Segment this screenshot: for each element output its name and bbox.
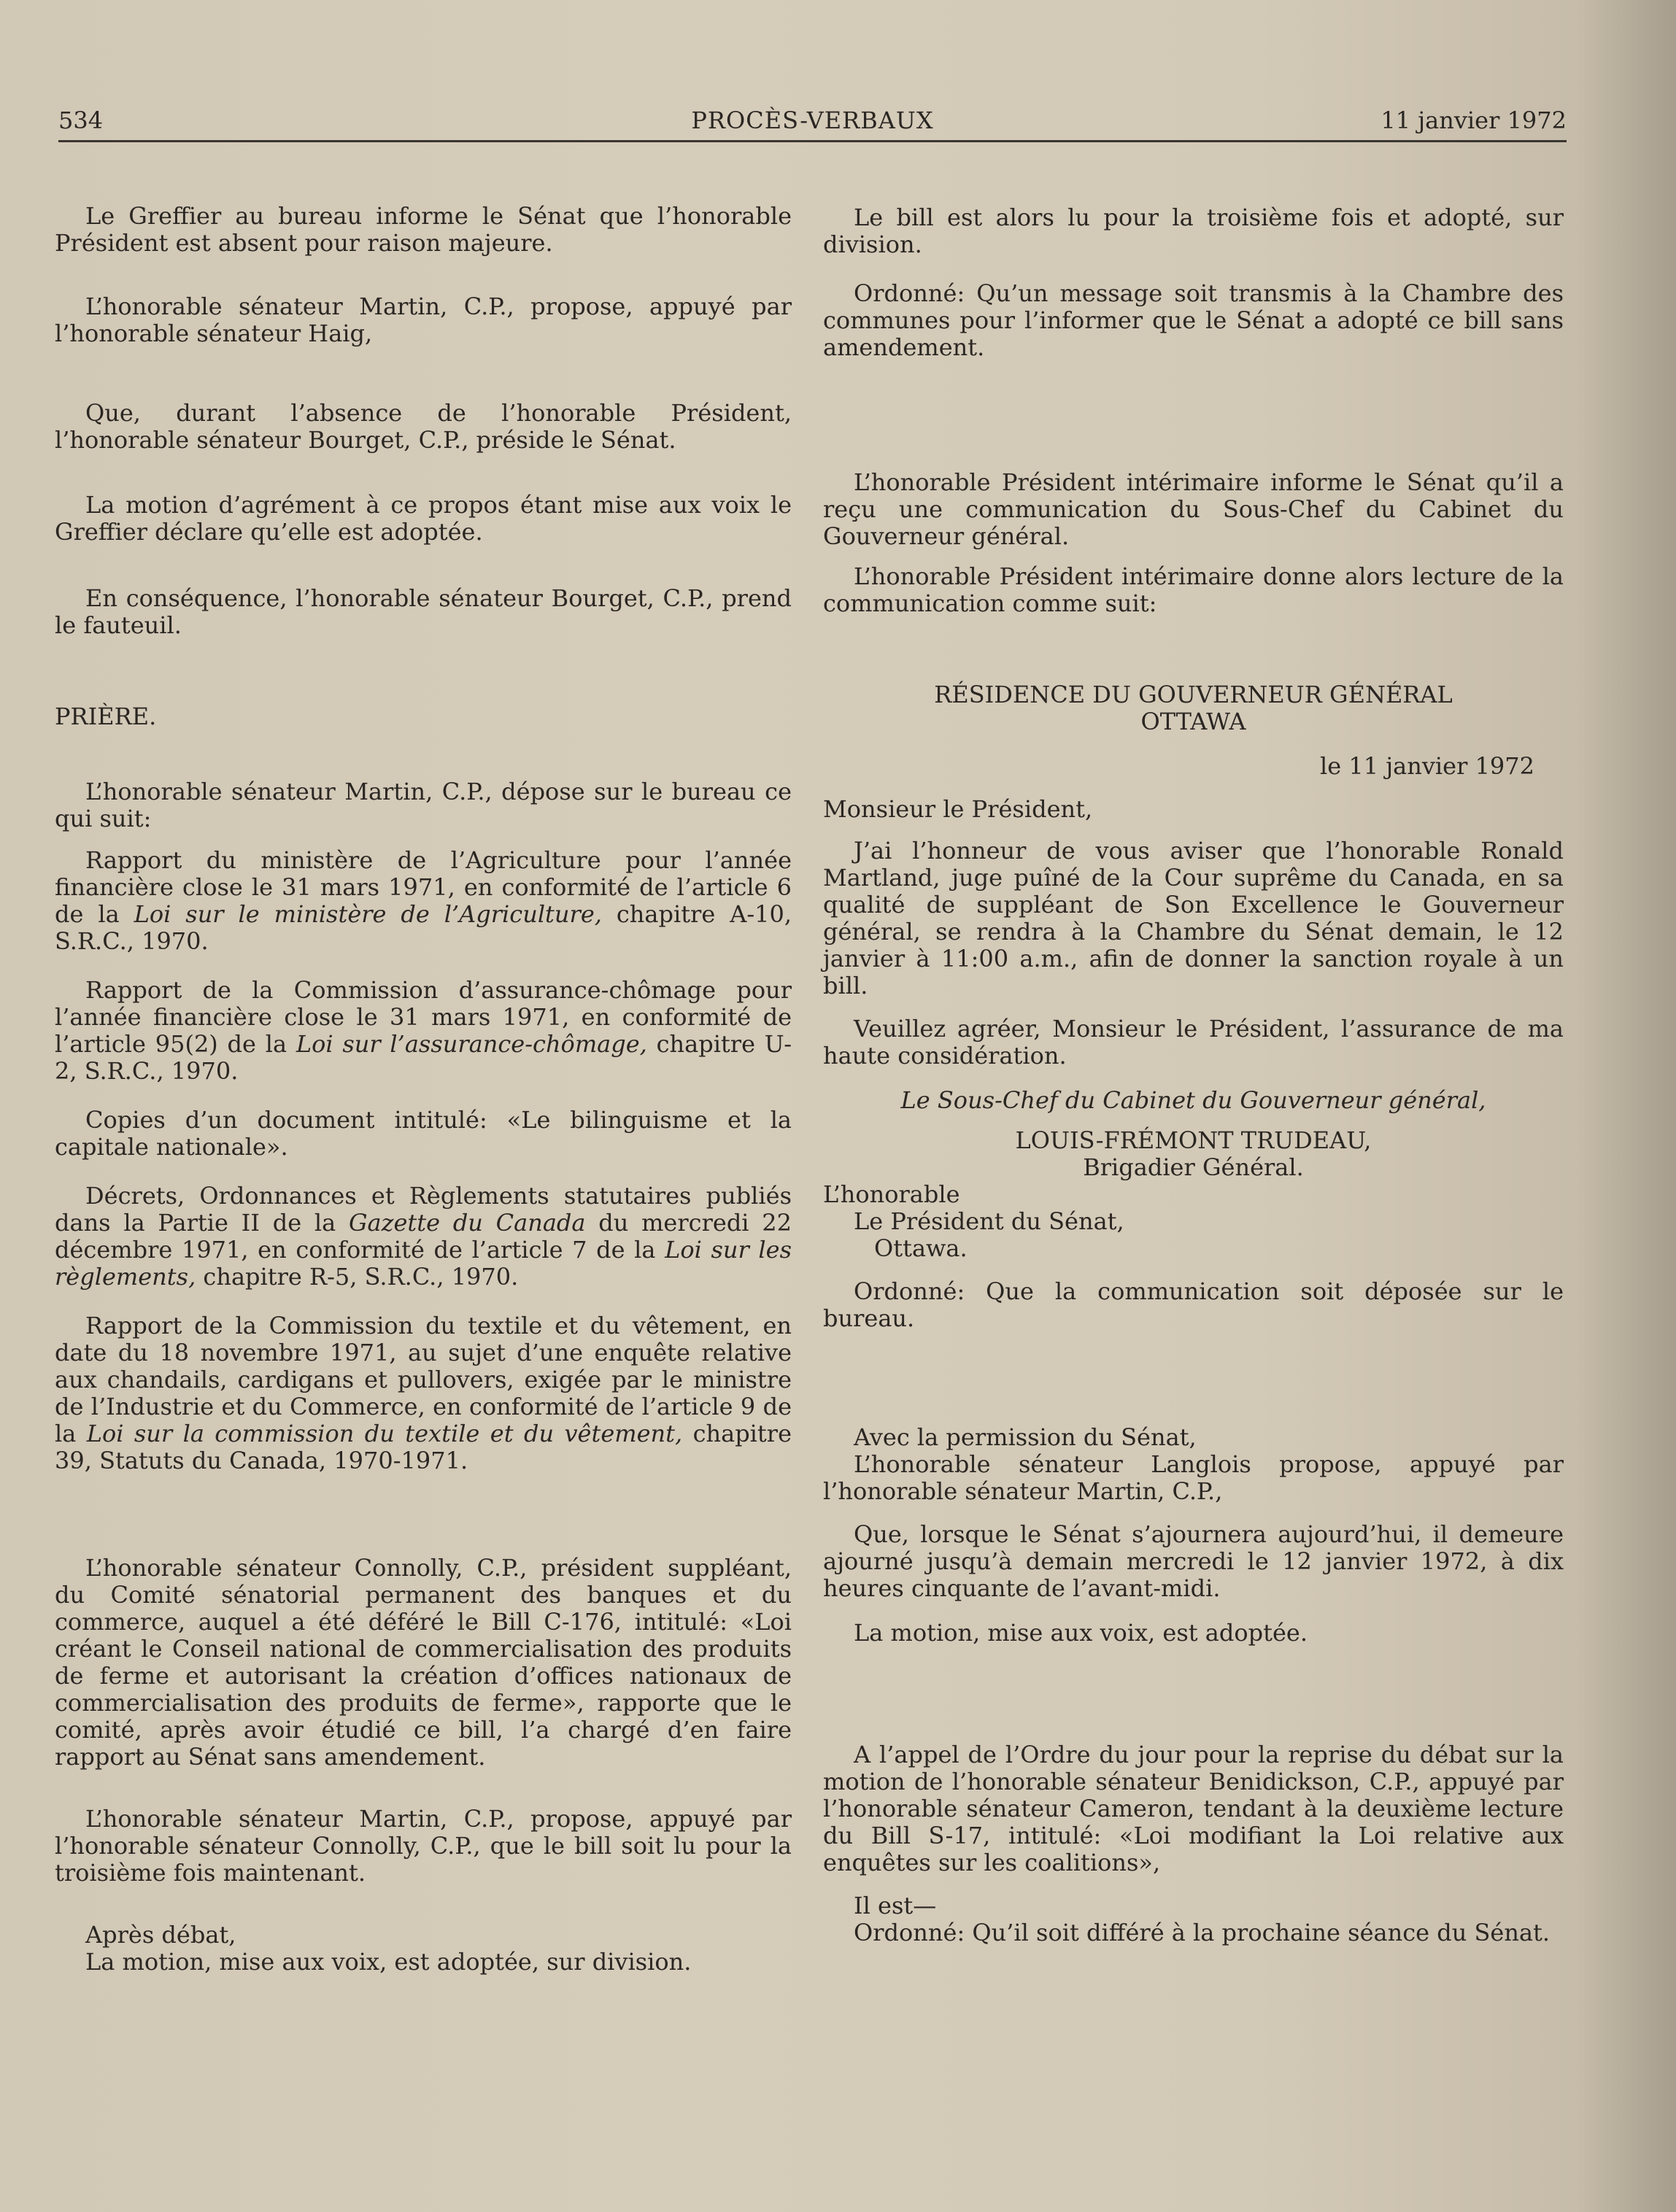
paragraph: La motion, mise aux voix, est adoptée, sur division.	[85, 1948, 692, 1976]
letter-closing: Veuillez agréer, Monsieur le Président, l’assurance de ma haute considération.	[823, 1015, 1564, 1070]
paragraph: La motion d’agrément à ce propos étant mise aux voix le Greffier déclare qu’elle est adoptée.	[55, 491, 792, 546]
paragraph-report-chomage: Rapport de la Commission d’assurance-chômage pour l’année financière close le 31 mars 1971, en conformité de l’article 95(2) de la Loi sur l’assurance-chômage, chapitre U-2, S.R.C., 1970.	[55, 976, 792, 1085]
letter-signatory-rank: Brigadier Général.	[1083, 1153, 1304, 1181]
paragraph: Après débat,	[85, 1921, 236, 1949]
letter-addressee: Le Président du Sénat,	[854, 1207, 1124, 1235]
paragraph: L’honorable sénateur Martin, C.P., dépose sur le bureau ce qui suit:	[55, 778, 792, 832]
letter-body: J’ai l’honneur de vous aviser que l’honorable Ronald Martland, juge puîné de la Cour suprême du Canada, en sa qualité de suppléant de Son Excellence le Gouverneur général, se rendra à la Chambre du Sénat demain, le 12 janvier à 11:00 a.m., afin de donner la sanction royale à un bill.	[823, 837, 1564, 999]
paragraph: La motion, mise aux voix, est adoptée.	[854, 1619, 1308, 1647]
right-column	[823, 197, 1564, 1946]
page-number: 534	[58, 107, 104, 134]
paragraph: L’honorable sénateur Langlois propose, appuyé par l’honorable sénateur Martin, C.P.,	[823, 1450, 1564, 1505]
paragraph-committee-report: L’honorable sénateur Connolly, C.P., président suppléant, du Comité sénatorial permanent des banques et du commerce, auquel a été déféré le Bill C-176, intitulé: «Loi créant le Conseil national de commercialisation des produits de ferme et autorisant la création d’offices nationaux de commercialisation des produits de ferme», rapporte que le comité, après avoir étudié ce bill, l’a chargé d’en faire rapport au Sénat sans amendement.	[55, 1554, 792, 1771]
paragraph: L’honorable Président intérimaire donne alors lecture de la communication comme suit:	[823, 562, 1564, 617]
paragraph-decrets: Décrets, Ordonnances et Règlements statutaires publiés dans la Partie II de la Gazette du Canada du mercredi 22 décembre 1971, en conformité de l’article 7 de la Loi sur les règlements, chapitre R-5, S.R.C., 1970.	[55, 1182, 792, 1291]
header-date: 11 janvier 1972	[1380, 107, 1567, 134]
paragraph: A l’appel de l’Ordre du jour pour la reprise du débat sur la motion de l’honorable sénateur Benidickson, C.P., appuyé par l’honorable sénateur Cameron, tendant à la deuxième lecture du Bill S-17, intitulé: «Loi modifiant la Loi relative aux enquêtes sur les coalitions»,	[823, 1741, 1564, 1876]
letter-addressee: L’honorable	[823, 1180, 960, 1208]
paragraph: Ordonné: Qu’il soit différé à la prochaine séance du Sénat.	[854, 1919, 1551, 1946]
paragraph: Le bill est alors lu pour la troisième fois et adopté, sur division.	[823, 204, 1564, 258]
letter-salutation: Monsieur le Président,	[823, 795, 1093, 823]
paragraph: En conséquence, l’honorable sénateur Bourget, C.P., prend le fauteuil.	[55, 584, 792, 639]
paragraph: Il est—	[854, 1892, 937, 1919]
paragraph: L’honorable Président intérimaire informe le Sénat qu’il a reçu une communication du Sous-Chef du Cabinet du Gouverneur général.	[823, 468, 1564, 550]
letter-heading-ottawa: OTTAWA	[1140, 708, 1246, 735]
paragraph-report-textile: Rapport de la Commission du textile et du vêtement, en date du 18 novembre 1971, au sujet d’une enquête relative aux chandails, cardigans et pullovers, exigée par le ministre de l’Industrie et du Commerce, en conformité de l’article 9 de la Loi sur la commission du textile et du vêtement, chapitre 39, Statuts du Canada, 1970-1971.	[55, 1312, 792, 1474]
running-title: PROCÈS-VERBAUX	[691, 107, 934, 134]
paragraph: Ordonné: Que la communication soit déposée sur le bureau.	[823, 1277, 1564, 1332]
letter-addressee: Ottawa.	[874, 1234, 968, 1262]
left-column	[55, 197, 792, 1976]
letter-signatory-name: LOUIS-FRÉMONT TRUDEAU,	[1015, 1126, 1372, 1154]
paragraph: L’honorable sénateur Martin, C.P., propose, appuyé par l’honorable sénateur Haig,	[55, 293, 792, 347]
paragraph: Que, durant l’absence de l’honorable Président, l’honorable sénateur Bourget, C.P., préside le Sénat.	[55, 399, 792, 454]
paragraph: Que, lorsque le Sénat s’ajournera aujourd’hui, il demeure ajourné jusqu’à demain mercredi le 12 janvier 1972, à dix heures cinquante de l’avant-midi.	[823, 1520, 1564, 1602]
running-header	[58, 101, 1567, 142]
section-heading-priere: PRIÈRE.	[55, 703, 157, 730]
letter-signatory-title: Le Sous-Chef du Cabinet du Gouverneur général,	[900, 1086, 1486, 1114]
paragraph-report-agriculture: Rapport du ministère de l’Agriculture pour l’année financière close le 31 mars 1971, en conformité de l’article 6 de la Loi sur le ministère de l’Agriculture, chapitre A-10, S.R.C., 1970.	[55, 846, 792, 955]
paragraph: Le Greffier au bureau informe le Sénat que l’honorable Président est absent pour raison majeure.	[55, 202, 792, 257]
paragraph: Avec la permission du Sénat,	[854, 1423, 1197, 1451]
letter-heading-residence: RÉSIDENCE DU GOUVERNEUR GÉNÉRAL	[934, 681, 1453, 708]
paragraph: Ordonné: Qu’un message soit transmis à la Chambre des communes pour l’informer que le Sénat a adopté ce bill sans amendement.	[823, 279, 1564, 361]
paragraph: L’honorable sénateur Martin, C.P., propose, appuyé par l’honorable sénateur Connolly, C.P., que le bill soit lu pour la troisième fois maintenant.	[55, 1805, 792, 1887]
paragraph: Copies d’un document intitulé: «Le bilinguisme et la capitale nationale».	[55, 1106, 792, 1161]
letter-date: le 11 janvier 1972	[1320, 752, 1534, 780]
